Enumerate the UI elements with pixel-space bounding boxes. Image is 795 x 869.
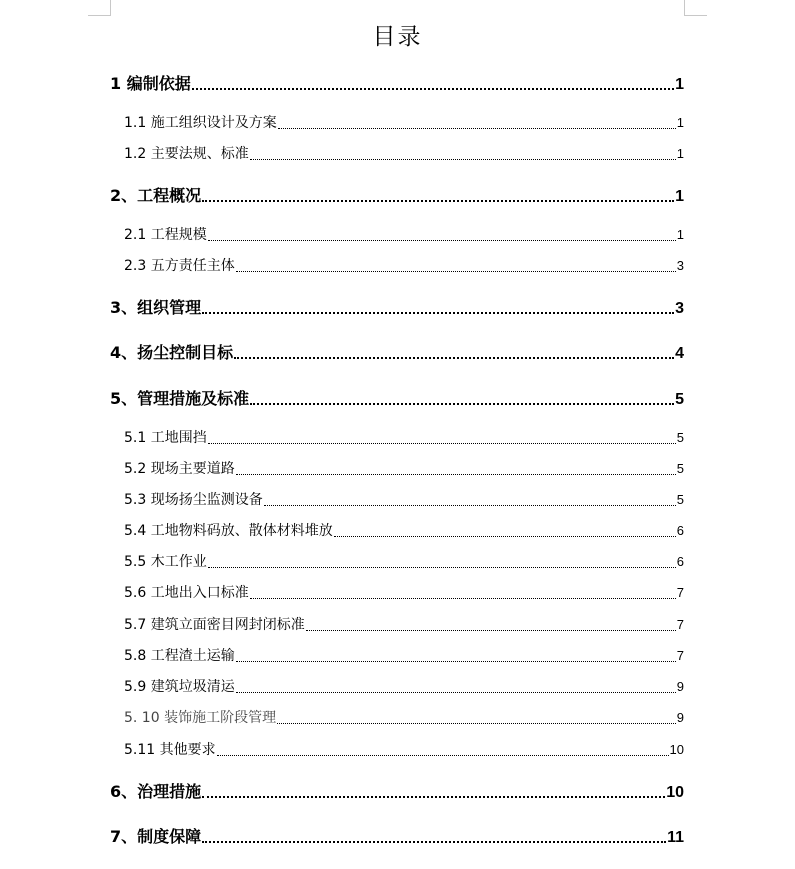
toc-entry-label: 5.3 现场扬尘监测设备 [124,492,263,508]
toc-entry-label: 5.11 其他要求 [124,742,216,758]
toc-heading-entry[interactable] [110,779,684,802]
toc-entry-label: 2.1 工程规模 [124,227,207,243]
toc-heading-entry[interactable] [110,71,684,94]
toc-entry-label: 7、制度保障 [110,827,202,846]
toc-dot-leader [250,598,676,599]
toc-dot-leader [250,403,674,405]
toc-dot-leader [208,240,676,241]
toc-page-number: 5 [676,492,684,507]
toc-subentry[interactable] [124,582,684,602]
toc-page-number: 10 [666,784,684,801]
toc-entry-label: 5.4 工地物料码放、散体材料堆放 [124,523,333,539]
toc-heading-entry[interactable] [110,295,684,318]
toc-entry-label: 6、治理措施 [110,782,202,801]
toc-entry-label: 4、扬尘控制目标 [110,343,234,362]
toc-dot-leader [236,661,676,662]
toc-subentry[interactable] [124,489,684,509]
toc-page-number: 11 [667,829,684,846]
toc-dot-leader [306,630,676,631]
toc-page-number: 1 [676,227,684,242]
toc-entry-label: 5.5 木工作业 [124,554,207,570]
toc-page-number: 1 [676,146,684,161]
toc-heading-entry[interactable] [110,386,684,409]
toc-entry-label: 5.9 建筑垃圾清运 [124,679,235,695]
toc-page-number: 7 [676,585,684,600]
toc-page-number: 5 [675,391,684,408]
toc-dot-leader [202,312,674,314]
toc-entry-label: 5.6 工地出入口标准 [124,585,249,601]
toc-entry-label: 5.2 现场主要道路 [124,461,235,477]
toc-dot-leader [234,357,674,359]
toc-page-number: 7 [676,648,684,663]
toc-subentry[interactable] [124,614,684,634]
toc-heading-entry[interactable] [110,183,684,206]
toc-page-number: 4 [675,345,684,362]
toc-page-number: 3 [676,258,684,273]
toc-dot-leader [334,536,676,537]
toc-dot-leader [250,159,676,160]
toc-page-number: 3 [675,300,684,317]
toc-subentry[interactable] [124,551,684,571]
toc-subentry[interactable] [124,427,684,447]
toc-subentry[interactable] [124,143,684,163]
toc-entry-label: 1.1 施工组织设计及方案 [124,115,277,131]
toc-subentry[interactable] [124,224,684,244]
toc-dot-leader [264,505,676,506]
toc-page-number: 5 [676,461,684,476]
toc-entry-label: 1.2 主要法规、标准 [124,146,249,162]
toc-entry-label: 2、工程概况 [110,186,202,205]
toc-dot-leader [208,443,676,444]
toc-subentry[interactable] [124,645,684,665]
toc-page-number: 9 [676,679,684,694]
toc-entry-label: 1 编制依据 [110,74,191,93]
toc-entry-label: 5.1 工地围挡 [124,430,207,446]
toc-page-number: 1 [676,115,684,130]
toc-dot-leader [236,474,676,475]
toc-title: 目录 [372,24,423,50]
toc-entry-label: 5.8 工程渣土运输 [124,648,235,664]
toc-dot-leader [192,88,674,90]
toc-page-number: 1 [675,188,684,205]
toc-entry-label: 5.7 建筑立面密目网封闭标准 [124,617,305,633]
toc-dot-leader [278,128,676,129]
toc-page-number: 5 [676,430,684,445]
toc-dot-leader [208,567,676,568]
toc-entry-label: 5. 10 装饰施工阶段管理 [124,710,277,726]
toc-heading-entry[interactable] [110,340,684,363]
toc-page-number: 1 [675,76,684,93]
toc-dot-leader [217,755,669,756]
toc-page-number: 6 [676,554,684,569]
toc-subentry[interactable] [124,707,684,727]
toc-subentry[interactable] [124,112,684,132]
toc-dot-leader [202,200,674,202]
toc-dot-leader [277,723,676,724]
toc-heading-entry[interactable] [110,824,684,847]
toc-subentry[interactable] [124,676,684,696]
toc-dot-leader [202,796,665,798]
toc-subentry[interactable] [124,255,684,275]
toc-dot-leader [236,692,676,693]
toc-page-number: 10 [669,742,684,757]
toc-dot-leader [202,841,666,843]
toc-entry-label: 3、组织管理 [110,298,202,317]
toc-entry-label: 2.3 五方责任主体 [124,258,235,274]
toc-subentry[interactable] [124,520,684,540]
toc-page-number: 6 [676,523,684,538]
toc-page-number: 7 [676,617,684,632]
toc-subentry[interactable] [124,458,684,478]
toc-subentry[interactable] [124,739,684,759]
toc-dot-leader [236,271,676,272]
toc-entry-label: 5、管理措施及标准 [110,389,250,408]
toc-page-number: 9 [676,710,684,725]
